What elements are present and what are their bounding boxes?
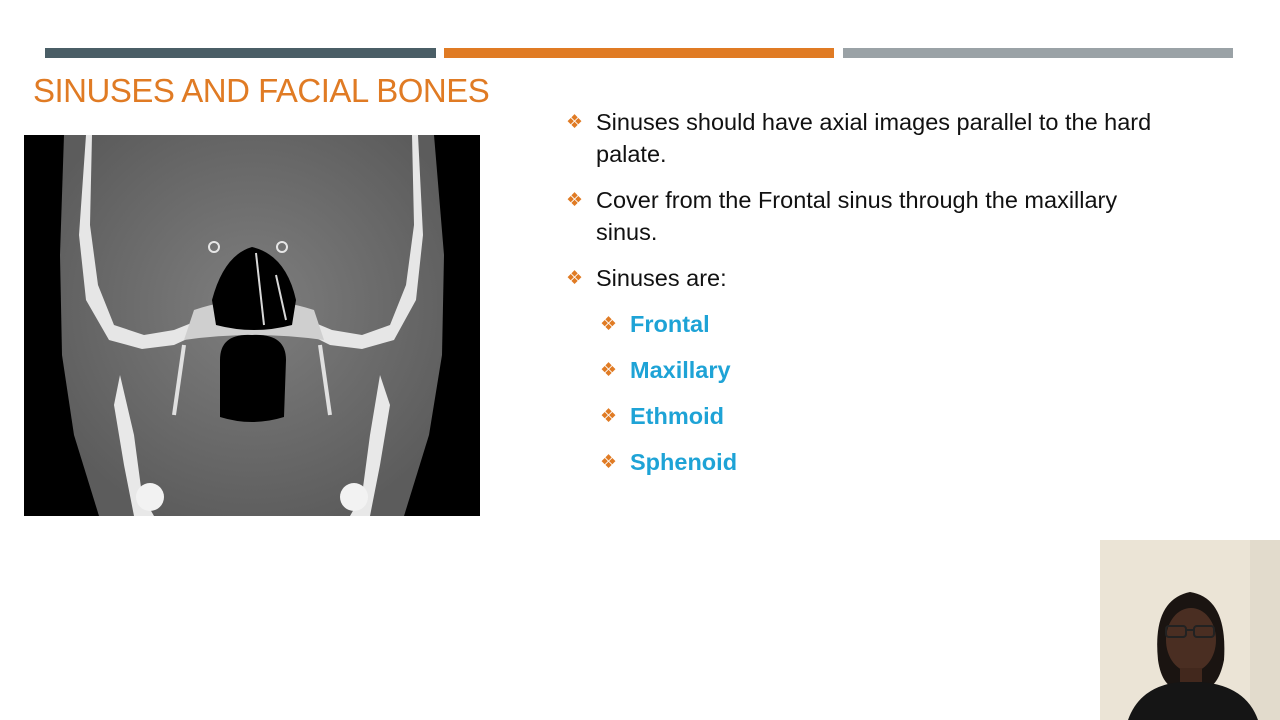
ct-scan-image: [24, 135, 480, 516]
sub-bullet-text: Frontal: [630, 311, 710, 337]
bullet-item: [566, 106, 1176, 170]
bullet-text: Sinuses are:: [596, 265, 727, 291]
slide-title: SINUSES AND FACIAL BONES: [33, 72, 490, 109]
header-bar-slate: [45, 48, 436, 58]
bullet-list: [566, 106, 1176, 492]
diamond-bullet-icon: ❖: [600, 452, 618, 473]
diamond-bullet-icon: ❖: [600, 360, 618, 381]
sub-bullet-item: [600, 446, 1176, 478]
sub-bullet-item: [600, 354, 1176, 386]
sub-bullet-item: [600, 400, 1176, 432]
sub-bullet-item: [600, 308, 1176, 340]
bullet-item: [566, 184, 1176, 248]
header-bar-orange: [444, 48, 834, 58]
diamond-bullet-icon: ❖: [566, 190, 584, 211]
bullet-text: Sinuses should have axial images parallel to the hard palate.: [596, 109, 1152, 167]
sub-bullet-text: Ethmoid: [630, 403, 724, 429]
sub-bullet-text: Maxillary: [630, 357, 731, 383]
bullet-text: Cover from the Frontal sinus through the maxillary sinus.: [596, 187, 1118, 245]
diamond-bullet-icon: ❖: [566, 112, 584, 133]
sub-bullet-list: [600, 308, 1176, 478]
header-bar-gray: [843, 48, 1233, 58]
sub-bullet-text: Sphenoid: [630, 449, 738, 475]
diamond-bullet-icon: ❖: [566, 268, 584, 289]
presenter-webcam: [1100, 540, 1280, 720]
bullet-item: [566, 262, 1176, 294]
diamond-bullet-icon: ❖: [600, 406, 618, 427]
diamond-bullet-icon: ❖: [600, 314, 618, 335]
